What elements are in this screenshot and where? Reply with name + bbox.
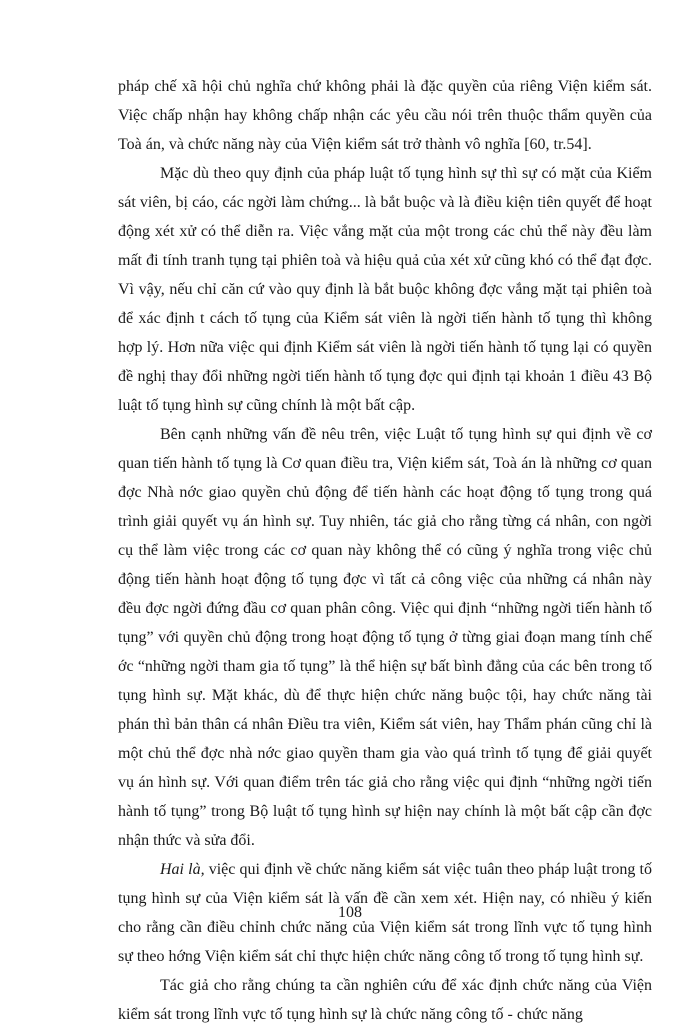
body-text bbox=[118, 72, 652, 1029]
paragraph-5: Tác giả cho rằng chúng ta cần nghiên cứu để xác định chức năng của Viện kiểm sát trong lĩnh vực tố tụng hình sự là chức năng công tố - chức năng bbox=[118, 977, 652, 1023]
paragraph-1: pháp chế xã hội chủ nghĩa chứ không phải là đặc quyền của riêng Viện kiểm sát. Việc chấp nhận hay không chấp nhận các yêu cầu nói trên thuộc thẩm quyền của Toà án, và chức năng này của Viện kiểm sát trở thành vô nghĩa [60, tr.54]. bbox=[118, 78, 652, 153]
page-number: 108 bbox=[338, 904, 362, 921]
paragraph-4-lead: Hai là, bbox=[160, 861, 205, 878]
paragraph-3: Bên cạnh những vấn đề nêu trên, việc Luật tố tụng hình sự qui định về cơ quan tiến hành tố tụng là Cơ quan điều tra, Viện kiểm sát, Toà án là những cơ quan đợc Nhà nớc giao quyền chủ động để tiến hành các hoạt động tố tụng trong quá trình giải quyết vụ án hình sự. Tuy nhiên, tác giả cho rằng từng cá nhân, con ngời cụ thể làm việc trong các cơ quan này không thể có cũng ý nghĩa trong việc chủ động tiến hành hoạt động tố tụng đợc vì tất cả công việc của những cá nhân này đều đợc ngời đứng đầu cơ quan phân công. Việc qui định “những ngời tiến hành tố tụng” với quyền chủ động trong hoạt động tố tụng ở từng giai đoạn mang tính chế ớc “những ngời tham gia tố tụng” là thể hiện sự bất bình đẳng của các bên trong tố tụng hình sự. Mặt khác, dù để thực hiện chức năng buộc tội, hay chức năng tài phán thì bản thân cá nhân Điều tra viên, Kiểm sát viên, hay Thẩm phán cũng chỉ là một chủ thể đợc nhà nớc giao quyền tham gia vào quá trình tố tụng để giải quyết vụ án hình sự. Với quan điểm trên tác giả cho rằng việc qui định “những ngời tiến hành tố tụng” trong Bộ luật tố tụng hình sự hiện nay chính là một bất cập cần đợc nhận thức và sửa đổi. bbox=[118, 426, 652, 849]
paragraph-4-body: việc qui định về chức năng kiểm sát việc tuân theo pháp luật trong tố tụng hình sự của Viện kiểm sát là vấn đề cần xem xét. Hiện nay, có nhiều ý kiến cho rằng cần điều chỉnh chức năng của Viện kiểm sát trong lĩnh vực tố tụng hình sự theo hớng Viện kiểm sát chỉ thực hiện chức năng công tố trong tố tụng hình sự. bbox=[118, 861, 652, 965]
paragraph-2: Mặc dù theo quy định của pháp luật tố tụng hình sự thì sự có mặt của Kiểm sát viên, bị cáo, các ngời làm chứng... là bắt buộc và là điều kiện tiên quyết để hoạt động xét xử có thể diễn ra. Việc vắng mặt của một trong các chủ thể này đều làm mất đi tính tranh tụng tại phiên toà và hiệu quả của xét xử cũng khó có thể đạt đợc. Vì vậy, nếu chỉ căn cứ vào quy định là bắt buộc không đợc vắng mặt tại phiên toà để xác định t cách tố tụng của Kiểm sát viên là ngời tiến hành tố tụng thì không hợp lý. Hơn nữa việc qui định Kiểm sát viên là ngời tiến hành tố tụng lại có quyền đề nghị thay đổi những ngời tiến hành tố tụng đợc qui định tại khoản 1 điều 43 Bộ luật tố tụng hình sự cũng chính là một bất cập. bbox=[118, 165, 652, 414]
